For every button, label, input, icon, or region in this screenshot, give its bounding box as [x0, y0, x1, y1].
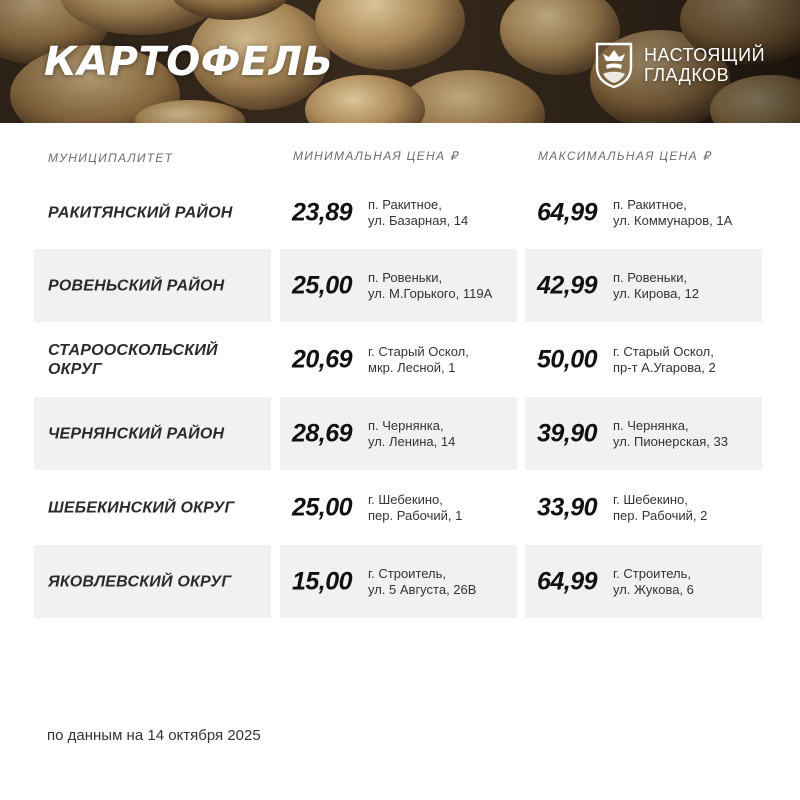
address-line: г. Старый Оскол, — [613, 343, 714, 359]
address-line: мкр. Лесной, 1 — [368, 359, 456, 375]
max-price-value: 39,90 — [537, 419, 598, 447]
table-row — [34, 176, 762, 249]
table-row — [34, 249, 762, 322]
address-line: п. Чернянка, — [368, 417, 444, 433]
data-date-footnote: по данным на 14 октября 2025 — [47, 727, 261, 744]
max-price-address — [613, 418, 758, 450]
page-title: КАРТОФЕЛЬ — [44, 39, 334, 85]
address-line: ул. Жукова, 6 — [613, 581, 694, 597]
address-line: ул. Ленина, 14 — [368, 433, 456, 449]
address-line: ул. 5 Августа, 26В — [368, 581, 477, 597]
min-price-cell — [280, 545, 517, 618]
max-price-value: 42,99 — [537, 271, 598, 299]
min-price-value: 25,00 — [292, 493, 353, 521]
min-price-value: 23,89 — [292, 198, 353, 226]
address-line: ул. Пионерская, 33 — [613, 433, 728, 449]
municipality-cell — [34, 323, 271, 396]
municipality-name: ЧЕРНЯНСКИЙ РАЙОН — [48, 425, 225, 442]
column-header-max-price: МАКСИМАЛЬНАЯ ЦЕНА ₽ — [538, 149, 712, 163]
address-line: п. Ровеньки, — [368, 269, 443, 285]
max-price-cell — [525, 176, 762, 249]
min-price-value: 25,00 — [292, 271, 353, 299]
min-price-address — [368, 344, 513, 376]
max-price-value: 33,90 — [537, 493, 598, 521]
max-price-cell — [525, 323, 762, 396]
address-line: г. Старый Оскол, — [368, 343, 469, 359]
min-price-value: 28,69 — [292, 419, 353, 447]
max-price-value: 64,99 — [537, 567, 598, 595]
municipality-name: ШЕБЕКИНСКИЙ ОКРУГ — [48, 499, 235, 516]
min-price-cell — [280, 249, 517, 322]
max-price-address — [613, 197, 758, 229]
min-price-address — [368, 270, 513, 302]
municipality-name: РАКИТЯНСКИЙ РАЙОН — [48, 204, 233, 221]
max-price-address — [613, 492, 758, 524]
column-header-min-price: МИНИМАЛЬНАЯ ЦЕНА ₽ — [293, 149, 459, 163]
address-line: ул. Базарная, 14 — [368, 212, 469, 228]
address-line: пр-т А.Угарова, 2 — [613, 359, 716, 375]
max-price-value: 50,00 — [537, 345, 598, 373]
municipality-cell — [34, 471, 271, 544]
max-price-cell — [525, 249, 762, 322]
address-line: ул. М.Горького, 119А — [368, 285, 493, 301]
municipality-name: ЯКОВЛЕВСКИЙ ОКРУГ — [48, 573, 232, 590]
table-row — [34, 545, 762, 618]
table-row — [34, 397, 762, 470]
address-line: ул. Кирова, 12 — [613, 285, 699, 301]
address-line: г. Строитель, — [613, 565, 692, 581]
min-price-cell — [280, 397, 517, 470]
max-price-address — [613, 566, 758, 598]
min-price-address — [368, 566, 513, 598]
min-price-cell — [280, 176, 517, 249]
address-line: ул. Коммунаров, 1А — [613, 212, 733, 228]
column-header-municipality: МУНИЦИПАЛИТЕТ — [48, 151, 174, 165]
max-price-cell — [525, 397, 762, 470]
address-line: п. Ракитное, — [368, 196, 442, 212]
max-price-address — [613, 344, 758, 376]
municipality-cell — [34, 249, 271, 322]
min-price-value: 20,69 — [292, 345, 353, 373]
address-line: пер. Рабочий, 1 — [368, 507, 463, 523]
municipality-cell — [34, 397, 271, 470]
max-price-address — [613, 270, 758, 302]
header-banner — [0, 0, 800, 123]
address-line: п. Ровеньки, — [613, 269, 688, 285]
brand-name-line2: ГЛАДКОВ — [644, 65, 730, 85]
max-price-value: 64,99 — [537, 198, 598, 226]
municipality-cell — [34, 176, 271, 249]
address-line: г. Шебекино, — [368, 491, 443, 507]
municipality-name: СТАРООСКОЛЬСКИЙ ОКРУГ — [48, 341, 218, 378]
municipality-cell — [34, 545, 271, 618]
min-price-address — [368, 492, 513, 524]
address-line: г. Строитель, — [368, 565, 447, 581]
min-price-address — [368, 197, 513, 229]
table-row — [34, 471, 762, 544]
belgorod-emblem-icon — [594, 41, 634, 89]
address-line: г. Шебекино, — [613, 491, 688, 507]
min-price-address — [368, 418, 513, 450]
min-price-value: 15,00 — [292, 567, 353, 595]
brand-name-line1: НАСТОЯЩИЙ — [644, 45, 766, 65]
address-line: п. Чернянка, — [613, 417, 689, 433]
max-price-cell — [525, 471, 762, 544]
max-price-cell — [525, 545, 762, 618]
address-line: пер. Рабочий, 2 — [613, 507, 708, 523]
table-row — [34, 323, 762, 396]
address-line: п. Ракитное, — [613, 196, 687, 212]
min-price-cell — [280, 471, 517, 544]
brand-logo — [594, 40, 765, 90]
min-price-cell — [280, 323, 517, 396]
municipality-name: РОВЕНЬСКИЙ РАЙОН — [48, 277, 225, 294]
